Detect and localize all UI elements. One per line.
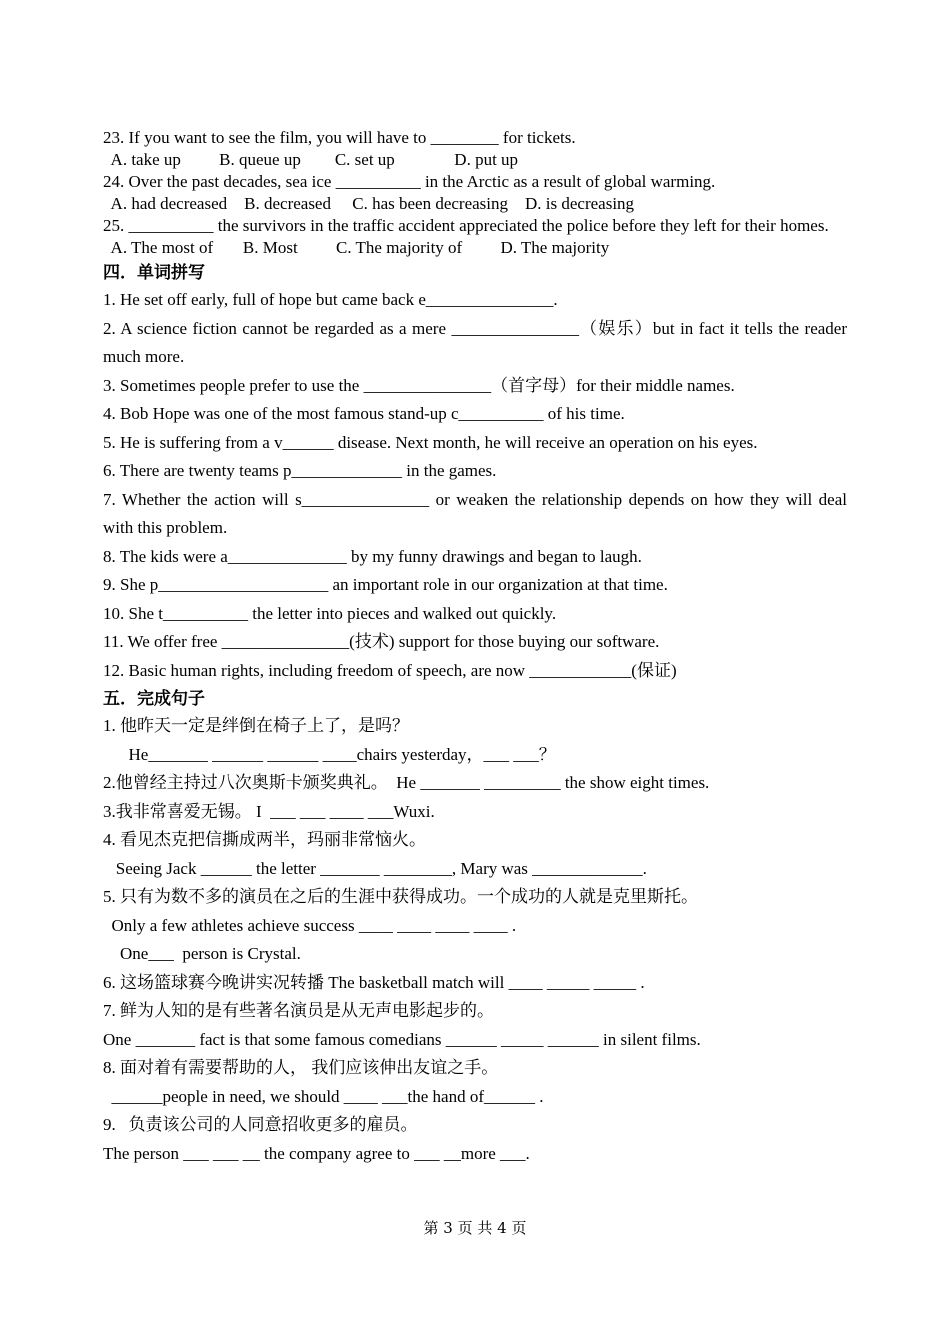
list-item: 1. He set off early, full of hope but came back e_______________. <box>103 290 558 309</box>
list-item: 5. He is suffering from a v______ disease. Next month, he will receive an operation on his eyes. <box>103 432 758 452</box>
list-item: The person ___ ___ __ the company agree to ___ __more ___. <box>103 1143 530 1163</box>
question-options: A. The most of B. Most C. The majority of D. The majority <box>103 238 610 257</box>
list-item: 3.我非常喜爱无锡。 I ___ ___ ____ ___Wuxi. <box>103 801 435 821</box>
question-options: A. take up B. queue up C. set up D. put up <box>103 150 519 169</box>
list-item: 1. 他昨天一定是绊倒在椅子上了，是吗？ <box>103 716 409 735</box>
question-text: 24. Over the past decades, sea ice __________ in the Arctic as a result of global warming. <box>103 172 716 191</box>
list-item: 11. We offer free _______________(技术) support for those buying our software. <box>103 632 660 651</box>
list-item: 4. 看见杰克把信撕成两半，玛丽非常恼火。 <box>103 830 426 849</box>
list-item: 8. 面对着有需要帮助的人， 我们应该伸出友谊之手。 <box>103 1058 499 1077</box>
section-heading-sentences: 五．完成句子 <box>103 689 205 709</box>
list-item: 5. 只有为数不多的演员在之后的生涯中获得成功。一个成功的人就是克里斯托。 <box>103 887 698 906</box>
mc-question-23 <box>103 127 847 171</box>
list-item: He_______ ______ ______ ____chairs yesterday，___ ___？ <box>103 744 556 764</box>
sentence-list <box>103 712 847 1168</box>
question-options: A. had decreased B. decreased C. has been decreasing D. is decreasing <box>103 194 635 213</box>
page-footer: 第 3 页 共 4 页 <box>423 1219 527 1237</box>
spelling-list <box>103 286 847 685</box>
list-item: 12. Basic human rights, including freedom of speech, are now ____________(保证) <box>103 660 677 680</box>
list-item: 2. A science fiction cannot be regarded as a mere _______________（娱乐）but in fact it tells the reader much more. <box>103 318 847 366</box>
list-item: 2.他曾经主持过八次奥斯卡颁奖典礼。 He _______ _________ the show eight times. <box>103 773 710 792</box>
list-item: 9. 负责该公司的人同意招收更多的雇员。 <box>103 1115 418 1134</box>
list-item: 9. She p____________________ an important role in our organization at that time. <box>103 575 668 594</box>
list-item: Seeing Jack ______ the letter _______ ________, Mary was _____________. <box>103 858 647 878</box>
list-item: 6. 这场篮球赛今晚讲实况转播 The basketball match will ____ _____ _____ . <box>103 972 645 992</box>
question-text: 23. If you want to see the film, you will have to ________ for tickets. <box>103 128 576 147</box>
list-item: 8. The kids were a______________ by my funny drawings and began to laugh. <box>103 546 642 566</box>
mc-question-24 <box>103 171 847 215</box>
list-item: 4. Bob Hope was one of the most famous stand-up c__________ of his time. <box>103 404 625 423</box>
list-item: One___ person is Crystal. <box>103 944 301 963</box>
list-item: Only a few athletes achieve success ____ ____ ____ ____ . <box>103 915 517 935</box>
question-text: 25. __________ the survivors in the traffic accident appreciated the police before they left for their homes. <box>103 216 829 235</box>
mc-question-25 <box>103 215 847 259</box>
list-item: One _______ fact is that some famous comedians ______ _____ ______ in silent films. <box>103 1029 701 1049</box>
list-item: 7. 鲜为人知的是有些著名演员是从无声电影起步的。 <box>103 1001 494 1020</box>
list-item: 3. Sometimes people prefer to use the _______________（首字母）for their middle names. <box>103 375 735 395</box>
list-item: 10. She t__________ the letter into pieces and walked out quickly. <box>103 603 557 623</box>
list-item: ______people in need, we should ____ ___the hand of______ . <box>103 1086 544 1106</box>
list-item: 6. There are twenty teams p_____________ in the games. <box>103 461 497 480</box>
section-heading-spelling: 四．单词拼写 <box>103 263 205 283</box>
list-item: 7. Whether the action will s_______________ or weaken the relationship depends on how they will deal with this problem. <box>103 489 847 537</box>
worksheet-page <box>103 127 847 1168</box>
